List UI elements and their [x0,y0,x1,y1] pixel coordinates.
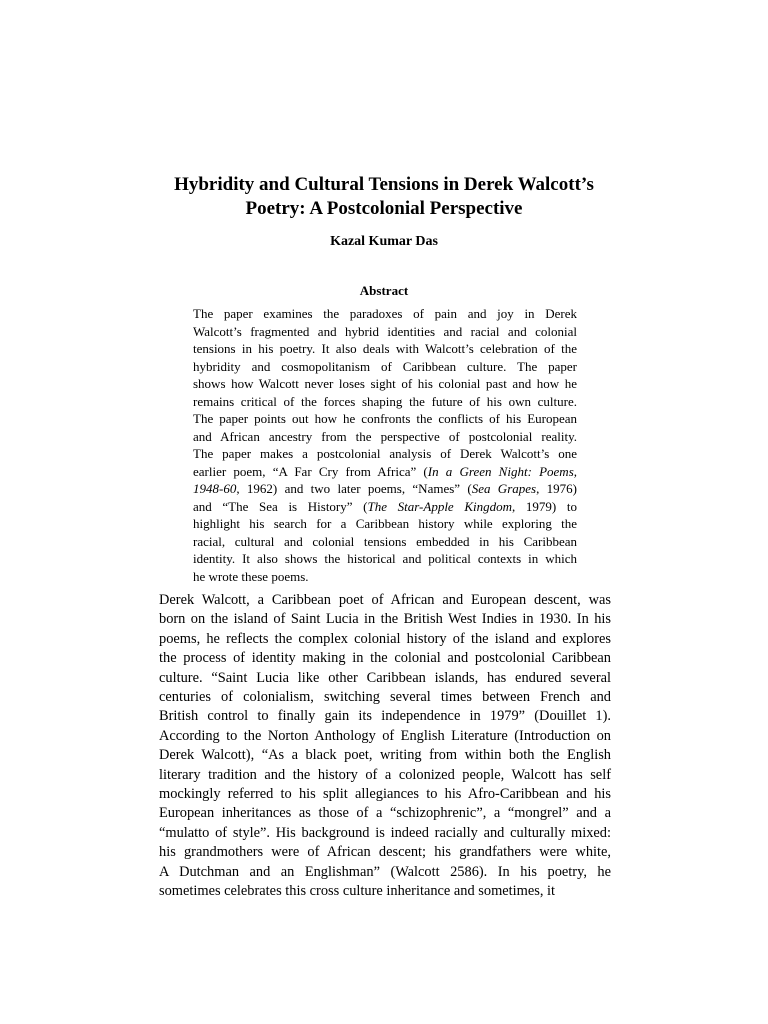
body-line: literary tradition and the history of a colonized people, Walcott has self [159,766,611,783]
abstract-line: and African ancestry from the perspective of postcolonial reality. [193,428,577,444]
abstract-line: Walcott’s fragmented and hybrid identities and racial and colonial [193,323,577,339]
abstract-line: The paper makes a postcolonial analysis of Derek Walcott’s one [193,446,577,461]
abstract-line [193,463,577,481]
body-paragraph [159,591,611,902]
body-line: born on the island of Saint Lucia in the British West Indies in 1930. In his [159,611,611,628]
abstract-line: shows how Walcott never loses sight of his colonial past and how he [193,376,577,391]
body-line: A Dutchman and an Englishman” (Walcott 2586). In his poetry, he [159,863,611,880]
abstract-text-run: earlier poem, “A Far Cry from Africa” ( [193,463,428,479]
abstract-line [193,498,577,516]
abstract-text-run: , 1979) to [512,498,577,514]
body-line: the process of identity making in the colonial and postcolonial Caribbean [159,650,611,667]
book-title-italic: In a Green Night: Poems, [427,463,578,479]
body-line: centuries of colonialism, switching several times between French and [159,689,611,706]
body-line: his grandmothers were of African descent; his grandfathers were white, [159,844,611,861]
abstract-text-run: , 1976) [536,481,577,496]
abstract-line: The paper points out how he confronts the conflicts of his European [193,411,577,426]
title-line-2: Poetry: A Postcolonial Perspective [245,198,523,219]
abstract-line: tensions in his poetry. It also deals with Walcott’s celebration of the [193,341,577,356]
book-title-italic: 1948-60 [193,481,237,496]
abstract-line [193,480,577,498]
abstract-line: hybridity and cosmopolitanism of Caribbean culture. The paper [193,358,577,374]
author-name: Kazal Kumar Das [330,234,438,249]
abstract-line: he wrote these poems. [193,568,309,584]
title-line-1: Hybridity and Cultural Tensions in Derek Walcott’s [174,174,594,195]
abstract-line: identity. It also shows the historical and political contexts in which [193,551,577,566]
abstract-text [193,305,577,585]
body-line: Derek Walcott, a Caribbean poet of African and European descent, was [159,592,611,608]
body-line: mockingly referred to his split allegiances to his Afro-Caribbean and his [159,786,611,803]
page-title [120,173,648,221]
body-line: British control to finally gain its independence in 1979” (Douillet 1). [159,708,611,725]
body-line: culture. “Saint Lucia like other Caribbean islands, has endured several [159,669,611,686]
abstract-heading: Abstract [359,283,409,298]
abstract-line: The paper examines the paradoxes of pain and joy in Derek [193,306,577,321]
abstract-text-run: , 1962) and two later poems, “Names” ( [236,481,472,496]
body-line: sometimes celebrates this cross culture inheritance and sometimes, it [159,883,556,900]
book-title-italic: The Star-Apple Kingdom [367,498,513,514]
book-title-italic: Sea Grapes [471,481,537,496]
body-line: Derek Walcott), “As a black poet, writing from within both the English [159,747,611,764]
abstract-line: highlight his search for a Caribbean history while exploring the [193,516,577,531]
abstract-line: racial, cultural and colonial tensions embedded in his Caribbean [193,533,577,549]
body-line: poems, he reflects the complex colonial history of the island and explores [159,630,611,647]
body-line: “mulatto of style”. His background is indeed racially and culturally mixed: [159,824,611,841]
body-line: According to the Norton Anthology of English Literature (Introduction on [159,727,611,744]
abstract-text-run: and “The Sea is History” ( [193,498,368,514]
body-line: European inheritances as those of a “schizophrenic”, a “mongrel” and a [159,805,611,822]
abstract-line: remains critical of the forces shaping the future of his own culture. [193,393,577,409]
